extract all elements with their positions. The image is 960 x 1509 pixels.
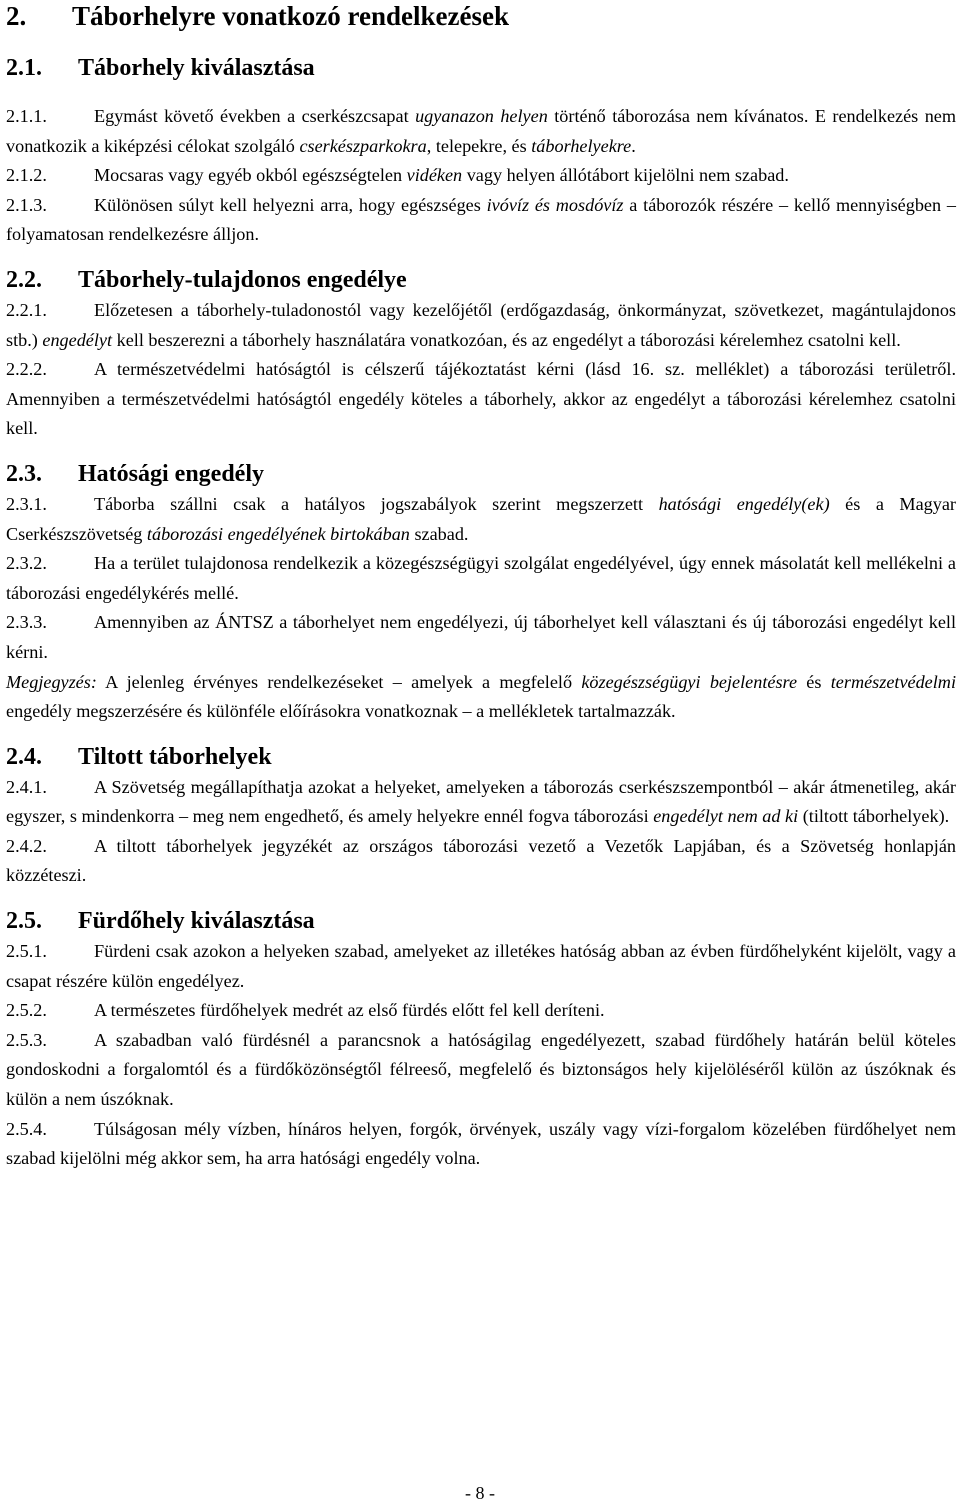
paragraph-2-1-1: [6, 102, 956, 161]
emphasis-text: táborozási engedélyének birtokában: [146, 523, 410, 544]
paragraph-text: Amennyiben az ÁNTSZ a táborhelyet nem engedélyezi, új táborhelyet kell választani és új táborozási engedélyt kell kérni.: [6, 612, 956, 662]
paragraph-2-4-1: [6, 773, 956, 832]
emphasis-text: közegészségügyi bejelentésre: [581, 671, 798, 692]
paragraph-text: A tiltott táborhelyek jegyzékét az országos táborozási vezető a Vezetők Lapjában, és a Szövetség honlapján közzéteszi.: [6, 835, 956, 886]
section-number: 2.3.: [6, 460, 42, 487]
emphasis-text: ugyanazon helyen: [415, 106, 548, 126]
emphasis-text: ivóvíz és mosdóvíz: [486, 194, 624, 215]
section-title: Hatósági engedély: [78, 460, 264, 487]
paragraph-2-4-2: [6, 832, 956, 891]
paragraph-2-5-1: [6, 937, 956, 996]
paragraph-2-2-2: [6, 355, 956, 444]
emphasis-text: cserkészparkokra: [299, 135, 427, 156]
paragraph-number: 2.3.1.: [6, 493, 47, 514]
paragraph-number: 2.5.4.: [6, 1118, 47, 1139]
paragraph-text: A szabadban való fürdésnél a parancsnok a hatóságilag engedélyezett, szabad fürdőhely határán belül köteles gondoskodni a forgalomtól és a fürdőközönségtől félreeső, megfelelő és biztonságos hely kijelöléséről külön az úszóknak és külön a nem úszóknak.: [6, 1029, 956, 1110]
section-title: Táborhely kiválasztása: [78, 55, 315, 81]
note-label: Megjegyzés:: [6, 671, 97, 692]
document-page: [6, 0, 956, 1174]
paragraph-number: 2.1.3.: [6, 194, 47, 215]
paragraph-text: szabad.: [409, 523, 469, 544]
paragraph-number: 2.2.1.: [6, 299, 47, 320]
section-title: Fürdőhely kiválasztása: [78, 908, 315, 935]
paragraph-2-2-1: [6, 296, 956, 355]
section-number: 2.2.: [6, 266, 42, 293]
paragraph-number: 2.5.3.: [6, 1029, 47, 1050]
paragraph-text: Fürdeni csak azokon a helyeken szabad, amelyeket az illetékes hatóság abban az évben fürdőhelyként kijelölt, vagy a csapat részére külön engedélyez.: [6, 941, 956, 991]
emphasis-text: természetvédelmi: [830, 671, 956, 692]
main-heading: [6, 0, 956, 54]
paragraph-text: A természetes fürdőhelyek medrét az első fürdés előtt fel kell deríteni.: [94, 1000, 605, 1021]
paragraph-number: 2.5.2.: [6, 1000, 47, 1021]
section-title: Tiltott táborhelyek: [78, 743, 272, 770]
section-heading-2-3: [6, 444, 956, 490]
section-heading-2-4: [6, 727, 956, 773]
paragraph-text: , telepekre, és: [426, 135, 532, 156]
section-heading-2-1: [6, 54, 956, 102]
paragraph-text: a táborozók részére – kellő mennyiségben – folyamatosan rendelkezésre álljon.: [6, 194, 956, 245]
emphasis-text: vidéken: [406, 165, 463, 186]
paragraph-text: Túlságosan mély vízben, hínáros helyen, forgók, örvények, uszály vagy vízi-forgalom közelében fürdőhelyet nem szabad kijelölni még akkor sem, ha arra hatósági engedély volna.: [6, 1118, 956, 1169]
paragraph-2-3-3: [6, 608, 956, 667]
paragraph-number: 2.3.2.: [6, 553, 47, 574]
paragraph-2-1-3: [6, 191, 956, 250]
paragraph-text: kell beszerezni a táborhely használatára vonatkozóan, és az engedélyt a táborozási kérelemhez csatolni kell.: [112, 329, 901, 350]
heading-text: Táborhelyre vonatkozó rendelkezések: [72, 1, 509, 31]
section-number: 2.5.: [6, 908, 42, 935]
paragraph-text: A természetvédelmi hatóságtól is célszerű tájékoztatást kérni (lásd 16. sz. melléklet) a táborozási területről. Amennyiben a természetvédelmi hatóságtól engedély köteles a táborhely, akkor az engedélyt a táborozási kérelemhez csatolni kell.: [6, 359, 956, 439]
emphasis-text: táborhelyekre: [531, 135, 632, 156]
paragraph-text: történő táborozása nem kívánatos. E rendelkezés nem vonatkozik a kiképzési célokat szolgáló: [6, 106, 957, 156]
paragraph-text: Táborba szállni csak a hatályos jogszabályok szerint megszerzett: [94, 493, 659, 514]
paragraph-2-1-2: [6, 161, 956, 191]
paragraph-number: 2.1.2.: [6, 165, 47, 186]
emphasis-text: hatósági engedély(ek): [658, 493, 830, 514]
paragraph-text: Mocsaras vagy egyéb okból egészségtelen: [94, 165, 407, 186]
section-heading-2-2: [6, 250, 956, 296]
note-paragraph: [6, 668, 956, 727]
paragraph-text: A jelenleg érvényes rendelkezéseket – amelyek a megfelelő: [96, 671, 582, 692]
emphasis-text: engedélyt: [42, 329, 113, 350]
paragraph-text: Különösen súlyt kell helyezni arra, hogy egészséges: [94, 194, 487, 215]
paragraph-text: Előzetesen a táborhely-tuladonostól vagy kezelőjétől (erdőgazdaság, önkormányzat, szövetkezet, magántulajdonos stb.): [6, 299, 956, 350]
paragraph-text: (tiltott táborhelyek).: [798, 806, 950, 827]
page-number: - 8 -: [465, 1483, 495, 1503]
paragraph-number: 2.4.1.: [6, 776, 47, 797]
paragraph-text: engedély megszerzésére és különféle előírásokra vonatkoznak – a mellékletek tartalmazzák.: [6, 701, 676, 722]
paragraph-2-5-4: [6, 1115, 956, 1174]
paragraph-number: 2.4.2.: [6, 835, 47, 856]
emphasis-text: engedélyt nem ad ki: [653, 806, 799, 827]
paragraph-text: A Szövetség megállapíthatja azokat a helyeket, amelyeken a táborozás cserkészszempontból – akár átmenetileg, akár egyszer, s mindenkorra – meg nem engedhető, és amely helyekre ennél fogva táborozási: [6, 776, 956, 827]
paragraph-2-5-2: [6, 996, 956, 1026]
paragraph-text: és: [797, 671, 831, 692]
section-heading-2-5: [6, 891, 956, 937]
paragraph-text: Ha a terület tulajdonosa rendelkezik a közegészségügyi szolgálat engedélyével, úgy ennek másolatát kell mellékelni a táborozási engedélykérés mellé.: [6, 553, 956, 603]
paragraph-2-3-1: [6, 490, 956, 549]
paragraph-2-5-3: [6, 1026, 956, 1115]
section-number: 2.4.: [6, 743, 42, 770]
paragraph-number: 2.3.3.: [6, 612, 47, 633]
paragraph-number: 2.5.1.: [6, 941, 47, 962]
paragraph-text: és a Magyar Cserkészszövetség: [6, 493, 956, 544]
paragraph-text: Egymást követő években a cserkészcsapat: [94, 106, 416, 126]
paragraph-number: 2.1.1.: [6, 106, 47, 126]
paragraph-2-3-2: [6, 549, 956, 608]
section-title: Táborhely-tulajdonos engedélye: [78, 266, 407, 293]
section-number: 2.1.: [6, 55, 42, 81]
heading-number: 2.: [6, 1, 27, 31]
paragraph-text: vagy helyen állótábort kijelölni nem szabad.: [462, 165, 789, 186]
paragraph-text: .: [631, 135, 636, 156]
paragraph-number: 2.2.2.: [6, 359, 47, 380]
